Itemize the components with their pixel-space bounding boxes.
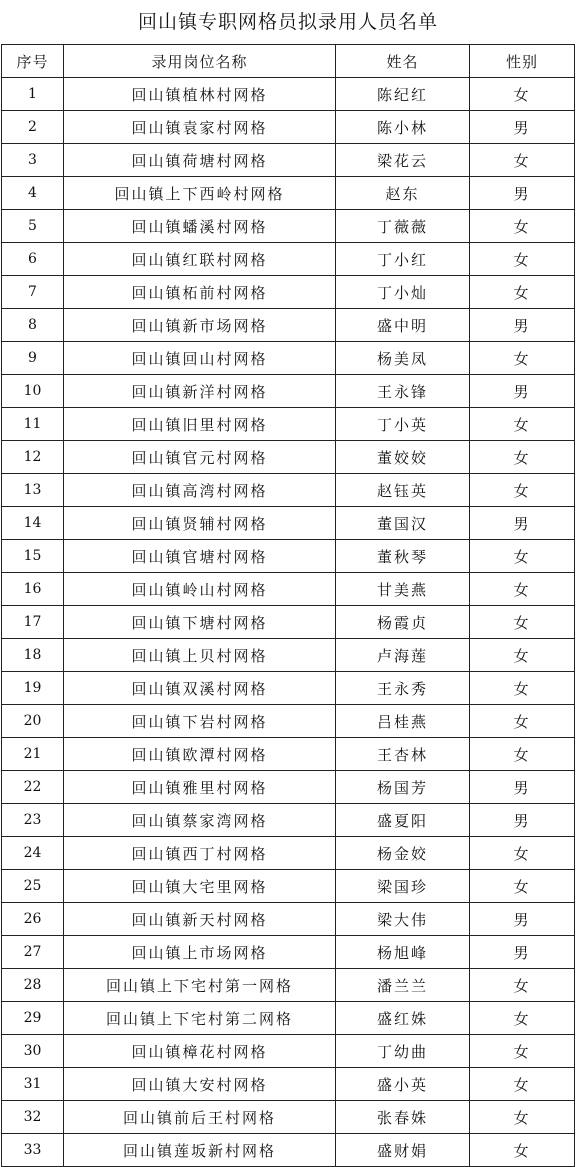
cell-name: 陈小林: [336, 111, 470, 144]
table-row: [2, 441, 575, 474]
cell-position: 回山镇上下西岭村网格: [64, 177, 336, 210]
cell-index: 22: [2, 771, 64, 804]
cell-name: 董秋琴: [336, 540, 470, 573]
table-row: [2, 474, 575, 507]
cell-index: 31: [2, 1068, 64, 1101]
cell-gender: 女: [470, 408, 575, 441]
cell-position: 回山镇新洋村网格: [64, 375, 336, 408]
cell-gender: 男: [470, 309, 575, 342]
cell-position: 回山镇上下宅村第一网格: [64, 969, 336, 1002]
table-header-row: [2, 45, 575, 78]
cell-position: 回山镇前后王村网格: [64, 1101, 336, 1134]
column-header-gender: 性别: [470, 45, 575, 78]
cell-name: 卢海莲: [336, 639, 470, 672]
cell-position: 回山镇大安村网格: [64, 1068, 336, 1101]
cell-name: 赵东: [336, 177, 470, 210]
table-row: [2, 1134, 575, 1167]
cell-index: 17: [2, 606, 64, 639]
table-body: [2, 78, 575, 1167]
table-row: [2, 243, 575, 276]
cell-gender: 男: [470, 771, 575, 804]
cell-position: 回山镇柘前村网格: [64, 276, 336, 309]
cell-index: 9: [2, 342, 64, 375]
cell-position: 回山镇双溪村网格: [64, 672, 336, 705]
cell-name: 丁小灿: [336, 276, 470, 309]
table-row: [2, 804, 575, 837]
cell-position: 回山镇莲坂新村网格: [64, 1134, 336, 1167]
cell-name: 陈纪红: [336, 78, 470, 111]
table-row: [2, 111, 575, 144]
table-row: [2, 606, 575, 639]
cell-gender: 男: [470, 903, 575, 936]
table-row: [2, 837, 575, 870]
cell-gender: 男: [470, 804, 575, 837]
cell-position: 回山镇下岩村网格: [64, 705, 336, 738]
cell-index: 29: [2, 1002, 64, 1035]
table-row: [2, 78, 575, 111]
document-title: 回山镇专职网格员拟录用人员名单: [137, 11, 438, 33]
cell-position: 回山镇旧里村网格: [64, 408, 336, 441]
cell-name: 丁小红: [336, 243, 470, 276]
cell-index: 32: [2, 1101, 64, 1134]
cell-gender: 男: [470, 375, 575, 408]
cell-name: 董姣姣: [336, 441, 470, 474]
cell-index: 11: [2, 408, 64, 441]
cell-index: 6: [2, 243, 64, 276]
cell-gender: 女: [470, 441, 575, 474]
cell-index: 23: [2, 804, 64, 837]
table-row: [2, 738, 575, 771]
column-header-index: 序号: [2, 45, 64, 78]
cell-position: 回山镇贤辅村网格: [64, 507, 336, 540]
roster-table: [1, 44, 575, 1167]
cell-gender: 女: [470, 144, 575, 177]
cell-gender: 女: [470, 78, 575, 111]
table-row: [2, 1068, 575, 1101]
cell-name: 盛小英: [336, 1068, 470, 1101]
cell-index: 28: [2, 969, 64, 1002]
cell-name: 吕桂燕: [336, 705, 470, 738]
cell-position: 回山镇上贝村网格: [64, 639, 336, 672]
cell-name: 盛中明: [336, 309, 470, 342]
cell-position: 回山镇官元村网格: [64, 441, 336, 474]
cell-name: 盛财娟: [336, 1134, 470, 1167]
cell-position: 回山镇荷塘村网格: [64, 144, 336, 177]
cell-name: 丁幼曲: [336, 1035, 470, 1068]
cell-name: 杨美凤: [336, 342, 470, 375]
cell-gender: 女: [470, 276, 575, 309]
cell-gender: 女: [470, 1035, 575, 1068]
cell-index: 8: [2, 309, 64, 342]
cell-index: 21: [2, 738, 64, 771]
cell-position: 回山镇袁家村网格: [64, 111, 336, 144]
cell-index: 3: [2, 144, 64, 177]
cell-position: 回山镇新市场网格: [64, 309, 336, 342]
cell-gender: 男: [470, 177, 575, 210]
cell-position: 回山镇欧潭村网格: [64, 738, 336, 771]
cell-name: 王杏林: [336, 738, 470, 771]
cell-index: 30: [2, 1035, 64, 1068]
cell-position: 回山镇西丁村网格: [64, 837, 336, 870]
cell-index: 25: [2, 870, 64, 903]
table-row: [2, 177, 575, 210]
cell-position: 回山镇回山村网格: [64, 342, 336, 375]
column-header-name: 姓名: [336, 45, 470, 78]
cell-name: 王永秀: [336, 672, 470, 705]
cell-gender: 女: [470, 573, 575, 606]
cell-position: 回山镇岭山村网格: [64, 573, 336, 606]
cell-gender: 女: [470, 969, 575, 1002]
cell-position: 回山镇官塘村网格: [64, 540, 336, 573]
cell-gender: 男: [470, 936, 575, 969]
cell-index: 27: [2, 936, 64, 969]
cell-name: 梁花云: [336, 144, 470, 177]
cell-gender: 女: [470, 210, 575, 243]
cell-index: 10: [2, 375, 64, 408]
cell-name: 杨国芳: [336, 771, 470, 804]
table-row: [2, 507, 575, 540]
cell-index: 33: [2, 1134, 64, 1167]
table-row: [2, 771, 575, 804]
table-row: [2, 540, 575, 573]
cell-position: 回山镇高湾村网格: [64, 474, 336, 507]
cell-gender: 女: [470, 837, 575, 870]
table-row: [2, 639, 575, 672]
cell-position: 回山镇大宅里网格: [64, 870, 336, 903]
cell-name: 盛红姝: [336, 1002, 470, 1035]
table-row: [2, 276, 575, 309]
table-row: [2, 144, 575, 177]
cell-name: 潘兰兰: [336, 969, 470, 1002]
cell-index: 26: [2, 903, 64, 936]
column-header-position: 录用岗位名称: [64, 45, 336, 78]
cell-gender: 女: [470, 639, 575, 672]
cell-index: 14: [2, 507, 64, 540]
cell-position: 回山镇雅里村网格: [64, 771, 336, 804]
cell-name: 梁国珍: [336, 870, 470, 903]
table-row: [2, 870, 575, 903]
cell-gender: 女: [470, 243, 575, 276]
table-row: [2, 705, 575, 738]
cell-name: 梁大伟: [336, 903, 470, 936]
cell-index: 7: [2, 276, 64, 309]
table-row: [2, 969, 575, 1002]
cell-name: 盛夏阳: [336, 804, 470, 837]
cell-index: 16: [2, 573, 64, 606]
cell-gender: 女: [470, 1134, 575, 1167]
cell-gender: 女: [470, 870, 575, 903]
cell-index: 13: [2, 474, 64, 507]
table-row: [2, 342, 575, 375]
cell-index: 19: [2, 672, 64, 705]
cell-name: 丁小英: [336, 408, 470, 441]
cell-position: 回山镇蔡家湾网格: [64, 804, 336, 837]
cell-gender: 女: [470, 540, 575, 573]
cell-gender: 女: [470, 474, 575, 507]
table-row: [2, 309, 575, 342]
cell-name: 甘美燕: [336, 573, 470, 606]
table-row: [2, 903, 575, 936]
cell-position: 回山镇新天村网格: [64, 903, 336, 936]
cell-index: 1: [2, 78, 64, 111]
cell-index: 4: [2, 177, 64, 210]
table-row: [2, 375, 575, 408]
cell-position: 回山镇红联村网格: [64, 243, 336, 276]
cell-index: 24: [2, 837, 64, 870]
cell-index: 5: [2, 210, 64, 243]
cell-gender: 女: [470, 672, 575, 705]
cell-position: 回山镇上市场网格: [64, 936, 336, 969]
cell-position: 回山镇下塘村网格: [64, 606, 336, 639]
cell-position: 回山镇上下宅村第二网格: [64, 1002, 336, 1035]
cell-index: 15: [2, 540, 64, 573]
cell-name: 张春姝: [336, 1101, 470, 1134]
cell-gender: 女: [470, 1068, 575, 1101]
cell-gender: 女: [470, 1101, 575, 1134]
cell-gender: 女: [470, 606, 575, 639]
table-row: [2, 1101, 575, 1134]
cell-name: 杨旭峰: [336, 936, 470, 969]
cell-name: 丁薇薇: [336, 210, 470, 243]
cell-index: 20: [2, 705, 64, 738]
cell-name: 王永锋: [336, 375, 470, 408]
cell-gender: 女: [470, 705, 575, 738]
cell-position: 回山镇植林村网格: [64, 78, 336, 111]
cell-index: 12: [2, 441, 64, 474]
cell-gender: 男: [470, 111, 575, 144]
table-row: [2, 573, 575, 606]
cell-index: 2: [2, 111, 64, 144]
table-row: [2, 1002, 575, 1035]
cell-name: 杨霞贞: [336, 606, 470, 639]
table-row: [2, 210, 575, 243]
cell-gender: 男: [470, 507, 575, 540]
table-row: [2, 936, 575, 969]
table-row: [2, 672, 575, 705]
cell-name: 杨金姣: [336, 837, 470, 870]
cell-name: 董国汉: [336, 507, 470, 540]
table-row: [2, 1035, 575, 1068]
cell-position: 回山镇蟠溪村网格: [64, 210, 336, 243]
cell-index: 18: [2, 639, 64, 672]
cell-gender: 女: [470, 1002, 575, 1035]
cell-gender: 女: [470, 738, 575, 771]
cell-position: 回山镇樟花村网格: [64, 1035, 336, 1068]
cell-gender: 女: [470, 342, 575, 375]
table-row: [2, 408, 575, 441]
cell-name: 赵钰英: [336, 474, 470, 507]
